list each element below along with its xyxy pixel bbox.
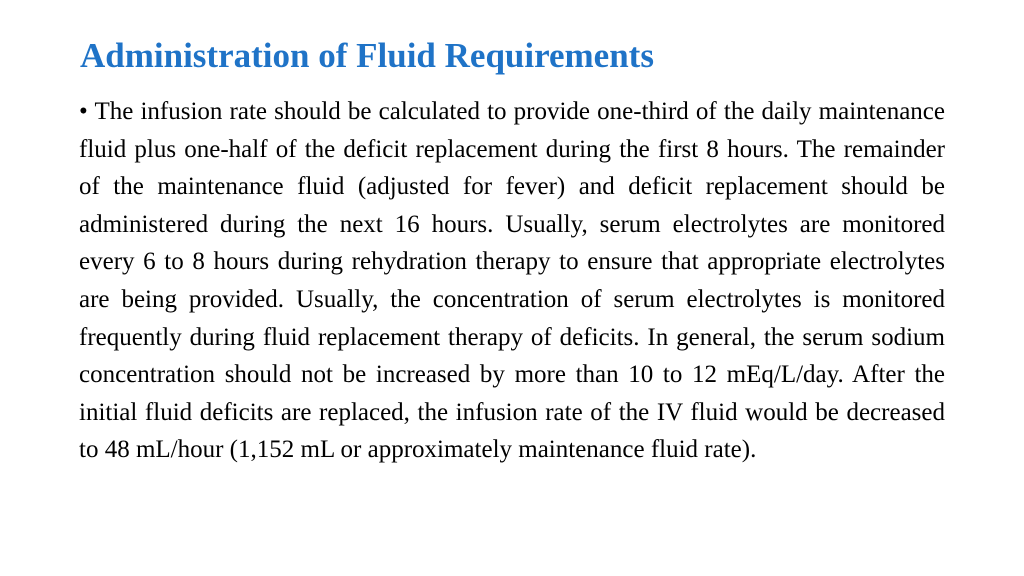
bullet-marker: •: [79, 98, 88, 125]
paragraph-text: The infusion rate should be calculated to provide one-third of the daily maintenance fluid plus one-half of the deficit replacement during the first 8 hours. The remainder of the maintenance fluid (adjusted for fever) and deficit replacement should be administered during the next 16 hours. Usually, serum electrolytes are monitored every 6 to 8 hours during rehydration therapy to ensure that appropriate electrolytes are being provided. Usually, the concentration of serum electrolytes is monitored frequently during fluid replacement therapy of deficits. In general, the serum sodium concentration should not be increased by more than 10 to 12 mEq/L/day. After the initial fluid deficits are replaced, the infusion rate of the IV fluid would be decreased to 48 mL/hour (1,152 mL or approximately maintenance fluid rate).: [79, 98, 945, 464]
bullet-paragraph: [79, 93, 945, 469]
slide-title: Administration of Fluid Requirements: [80, 36, 654, 75]
